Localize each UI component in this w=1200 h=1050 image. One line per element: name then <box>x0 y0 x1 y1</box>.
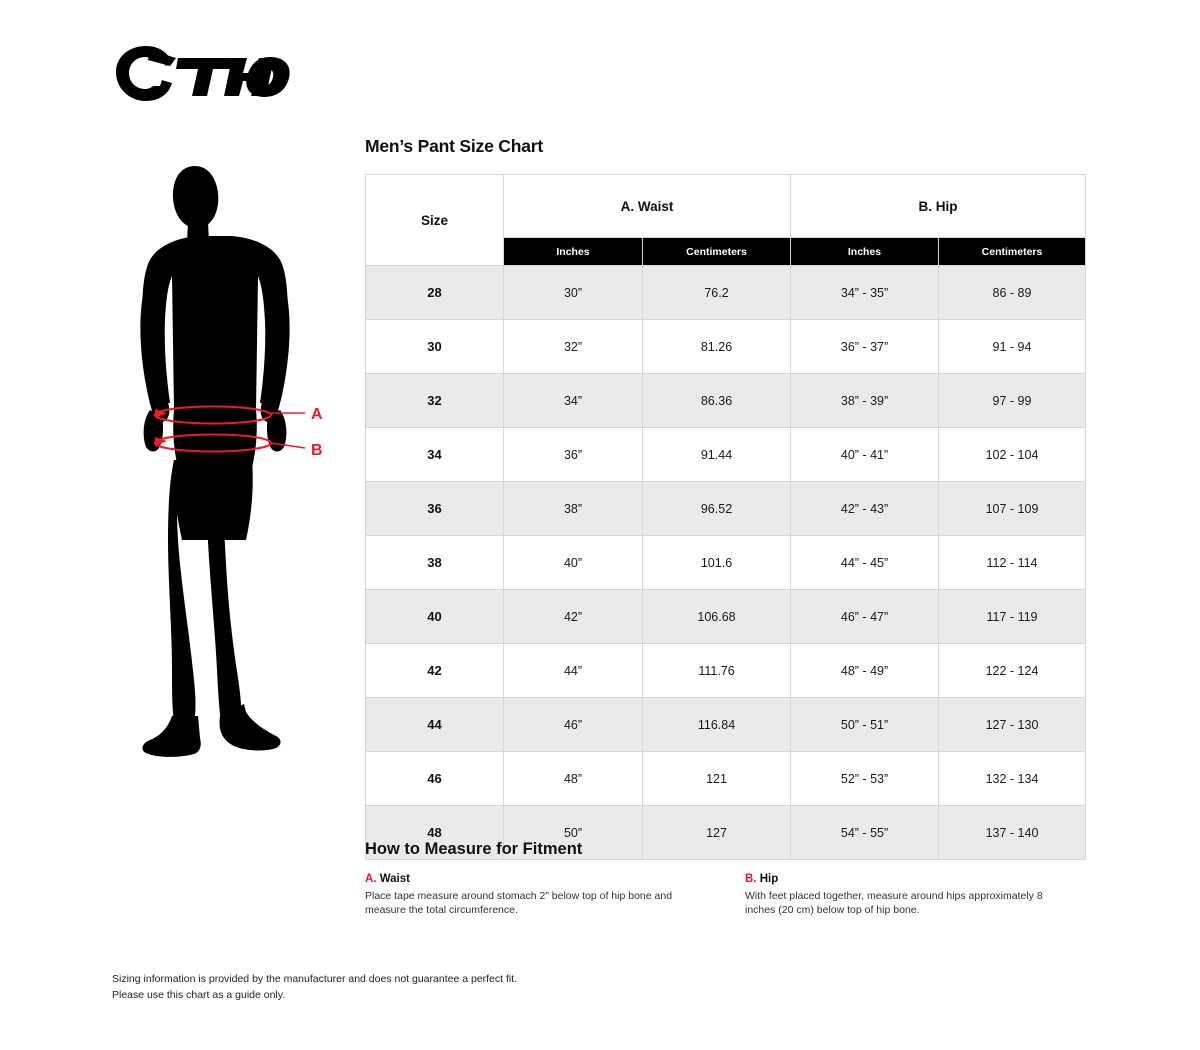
cell-waist-cm: 116.84 <box>643 698 791 752</box>
table-row <box>366 590 1086 644</box>
table-row <box>366 698 1086 752</box>
cell-waist-inches: 36” <box>504 428 643 482</box>
male-silhouette <box>140 166 289 757</box>
cell-waist-cm: 106.68 <box>643 590 791 644</box>
cell-hip-inches: 36” - 37” <box>791 320 939 374</box>
cell-hip-inches: 52” - 53” <box>791 752 939 806</box>
table-row <box>366 536 1086 590</box>
cell-hip-inches: 48” - 49” <box>791 644 939 698</box>
cell-hip-inches: 40” - 41” <box>791 428 939 482</box>
size-chart-table <box>365 174 1086 860</box>
cell-waist-inches: 48” <box>504 752 643 806</box>
waist-name: Waist <box>379 873 410 885</box>
cell-hip-cm: 91 - 94 <box>939 320 1086 374</box>
cell-hip-cm: 97 - 99 <box>939 374 1086 428</box>
cell-hip-inches: 54” - 55” <box>791 806 939 860</box>
cell-size: 42 <box>366 644 504 698</box>
body-measurement-diagram <box>110 160 350 770</box>
cell-hip-cm: 112 - 114 <box>939 536 1086 590</box>
disclaimer-line-1: Sizing information is provided by the manufacturer and does not guarantee a perfect fit. <box>112 973 518 985</box>
table-header-groups <box>366 175 1086 238</box>
cell-hip-cm: 132 - 134 <box>939 752 1086 806</box>
disclaimer-line-2: Please use this chart as a guide only. <box>112 988 286 1001</box>
header-group-hip: B. Hip <box>791 175 1086 238</box>
cell-hip-inches: 50” - 51” <box>791 698 939 752</box>
how-to-measure-waist <box>365 873 745 917</box>
cell-size: 34 <box>366 428 504 482</box>
cell-waist-cm: 76.2 <box>643 266 791 320</box>
header-size: Size <box>366 175 504 266</box>
table-row <box>366 266 1086 320</box>
waist-heading <box>365 873 745 885</box>
cell-size: 46 <box>366 752 504 806</box>
cell-waist-cm: 127 <box>643 806 791 860</box>
waist-instructions: Place tape measure around stomach 2” below top of hip bone and measure the total circumference. <box>365 890 673 917</box>
cell-waist-cm: 121 <box>643 752 791 806</box>
page-title: Men’s Pant Size Chart <box>365 136 543 156</box>
cell-hip-cm: 122 - 124 <box>939 644 1086 698</box>
disclaimer <box>112 972 517 1004</box>
cell-size: 40 <box>366 590 504 644</box>
table-row <box>366 752 1086 806</box>
hip-heading <box>745 873 1085 885</box>
cell-hip-inches: 42” - 43” <box>791 482 939 536</box>
cell-hip-inches: 34” - 35” <box>791 266 939 320</box>
cell-hip-cm: 86 - 89 <box>939 266 1086 320</box>
cell-waist-cm: 111.76 <box>643 644 791 698</box>
table-row <box>366 482 1086 536</box>
cell-size: 28 <box>366 266 504 320</box>
header-hip-centimeters: Centimeters <box>939 238 1086 266</box>
cell-size: 30 <box>366 320 504 374</box>
cell-waist-cm: 81.26 <box>643 320 791 374</box>
cell-hip-inches: 44” - 45” <box>791 536 939 590</box>
how-to-measure-section <box>365 840 1085 917</box>
cell-waist-inches: 50” <box>504 806 643 860</box>
cell-waist-inches: 34” <box>504 374 643 428</box>
cell-waist-inches: 32” <box>504 320 643 374</box>
label-a: A <box>311 406 323 423</box>
cell-waist-inches: 30” <box>504 266 643 320</box>
cell-waist-cm: 91.44 <box>643 428 791 482</box>
table-row <box>366 374 1086 428</box>
table-row <box>366 320 1086 374</box>
hip-instructions: With feet placed together, measure around hips approximately 8 inches (20 cm) below top of hip bone. <box>745 890 1043 917</box>
how-to-measure-title: How to Measure for Fitment <box>365 840 583 858</box>
table-row <box>366 644 1086 698</box>
cell-waist-cm: 101.6 <box>643 536 791 590</box>
cell-hip-cm: 127 - 130 <box>939 698 1086 752</box>
table-row <box>366 428 1086 482</box>
header-waist-centimeters: Centimeters <box>643 238 791 266</box>
cell-waist-inches: 38” <box>504 482 643 536</box>
cell-waist-inches: 42” <box>504 590 643 644</box>
label-b: B <box>311 442 323 459</box>
cell-hip-cm: 107 - 109 <box>939 482 1086 536</box>
cell-size: 48 <box>366 806 504 860</box>
header-hip-inches: Inches <box>791 238 939 266</box>
hip-name: Hip <box>759 873 779 885</box>
cell-waist-cm: 96.52 <box>643 482 791 536</box>
cell-size: 44 <box>366 698 504 752</box>
cell-size: 38 <box>366 536 504 590</box>
cell-hip-inches: 38” - 39” <box>791 374 939 428</box>
header-group-waist: A. Waist <box>504 175 791 238</box>
cell-hip-cm: 117 - 119 <box>939 590 1086 644</box>
cell-waist-inches: 40” <box>504 536 643 590</box>
cell-hip-cm: 102 - 104 <box>939 428 1086 482</box>
size-chart-section <box>365 136 1085 860</box>
cell-hip-inches: 46” - 47” <box>791 590 939 644</box>
waist-marker: A. <box>365 873 377 885</box>
cell-waist-inches: 44” <box>504 644 643 698</box>
hip-marker: B. <box>745 873 757 885</box>
cell-hip-cm: 137 - 140 <box>939 806 1086 860</box>
cell-size: 32 <box>366 374 504 428</box>
thor-logo <box>112 44 292 106</box>
how-to-measure-hip <box>745 873 1085 917</box>
cell-waist-cm: 86.36 <box>643 374 791 428</box>
cell-size: 36 <box>366 482 504 536</box>
header-waist-inches: Inches <box>504 238 643 266</box>
cell-waist-inches: 46” <box>504 698 643 752</box>
